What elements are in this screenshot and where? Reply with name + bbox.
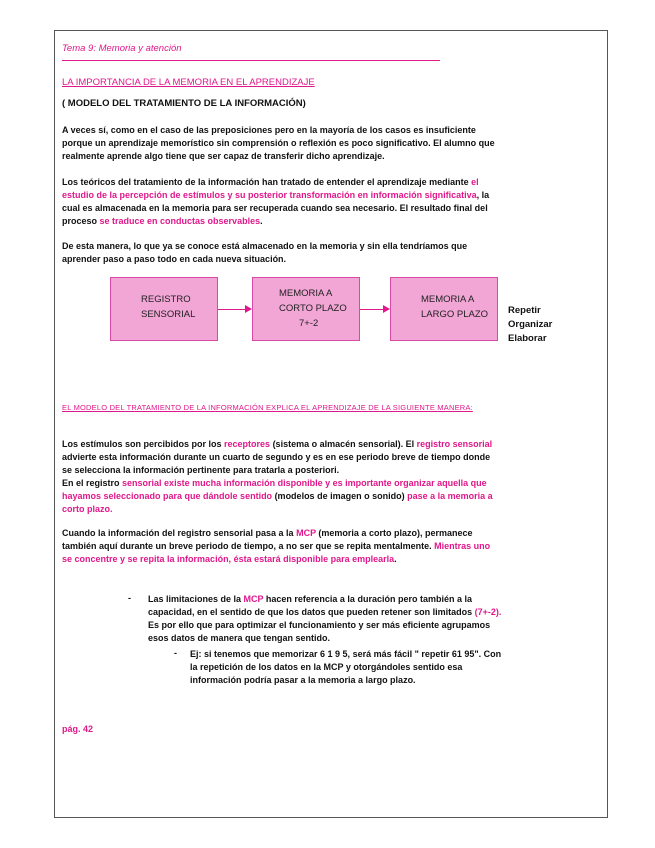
box3-line1: MEMORIA A [421,294,475,305]
p4-text-h: (modelos de imagen o sonido) [272,491,408,501]
header-divider [62,60,440,61]
b1-highlight-b: MCP [243,594,264,604]
page-number: pág. 42 [62,724,94,734]
box-registro-sensorial [110,277,218,341]
box-memoria-largo-plazo [390,277,498,341]
p4-text-a: Los estímulos son percibidos por los [62,439,225,449]
p5-highlight-b: MCP [296,528,316,538]
arrow-1-line [218,309,246,310]
side-item-organizar: Organizar [508,319,553,330]
p4-highlight-g: sensorial existe mucha información disponible y es importante organizar aquella que hayamos seleccionado para que dándole sentido [62,478,487,501]
p4-text-f: En el registro [62,478,123,488]
paragraph-3: De esta manera, lo que ya se conoce está almacenado en la memoria y sin ella tendríamos que aprender paso a paso todo en cada nueva situación. [62,241,468,264]
box2-line3: 7+-2 [299,318,319,329]
bullet-2-dash: - [174,648,177,658]
b1-text-e: Es por ello que para optimizar el funcionamiento y ser más eficiente agrupamos esos datos de manera que tengan sentido. [148,620,491,643]
paragraph-4 [62,438,502,516]
p2-text-e: . [260,216,263,226]
p4-highlight-b: receptores [224,439,271,449]
page-header: Tema 9: Memoria y atención [62,43,182,54]
p5-text-c: (memoria a corto plazo), permanece también aquí durante un breve periodo de tiempo, a no ser que se repita mentalmente. [62,528,473,551]
p2-text-a: Los teóricos del tratamiento de la información han tratado de entender el aprendizaje mediante [62,177,472,187]
arrow-1-head [245,305,252,313]
paragraph-2 [62,176,502,228]
section-subtitle: ( MODELO DEL TRATAMIENTO DE LA INFORMACIÓN) [62,98,306,109]
p5-highlight-d: Mientras uno se concentre y se repita la información, ésta estará disponible para emplearla [62,541,491,564]
paragraph-5 [62,527,502,566]
b1-text-a: Las limitaciones de la [148,594,244,604]
p2-text-c: , la cual es almacenada en la memoria para ser recuperada cuando sea necesario. El resultado final del proceso [62,190,490,226]
side-item-elaborar: Elaborar [508,333,547,344]
b1-highlight-d: (7+-2). [474,607,502,617]
p5-text-e: . [394,554,397,564]
bullet-1 [148,593,508,645]
p2-highlight-b: el estudio de la percepción de estímulos y su posterior transformación en información significativa [62,177,479,200]
p2-highlight-d: se traduce en conductas observables [99,216,261,226]
paragraph-1: A veces sí, como en el caso de las preposiciones pero en la mayoría de los casos es insuficiente porque un aprendizaje memorístico sin comprensión o reflexión es poco significativo. El alumno que realmente aprende algo tiene que ser capaz de transferir dicho aprendizaje. [62,125,495,161]
box-memoria-corto-plazo [252,277,360,341]
p4-text-c: (sistema o almacén sensorial). El [270,439,417,449]
box2-line1: MEMORIA A [279,288,333,299]
model-heading: EL MODELO DEL TRATAMIENTO DE LA INFORMACIÓN EXPLICA EL APRENDIZAJE DE LA SIGUIENTE MANERA: [62,403,473,412]
arrow-2-line [360,309,384,310]
p4-text-e: advierte esta información durante un cuarto de segundo y es en ese periodo breve de tiempo donde se selecciona la información pertinente para tratarla a posteriori. [62,452,491,475]
box2-line2: CORTO PLAZO [279,303,347,314]
section-title: LA IMPORTANCIA DE LA MEMORIA EN EL APRENDIZAJE [62,77,315,88]
b1-text-c: hacen referencia a la duración pero también a la capacidad, en el sentido de que los datos que pueden retener son limitados [148,594,475,617]
box3-line2: LARGO PLAZO [421,309,489,320]
p5-text-a: Cuando la información del registro sensorial pasa a la [62,528,297,538]
bullet-2: Ej: si tenemos que memorizar 6 1 9 5, será más fácil " repetir 61 95". Con la repetición de los datos en la MCP y otorgándoles sentido esa información podría pasar a la memoria a largo plazo. [190,649,502,685]
bullet-1-dash: - [128,593,131,603]
p4-highlight-d: registro sensorial [416,439,493,449]
arrow-2-head [383,305,390,313]
p4-highlight-i: pase a la memoria a corto plazo. [62,491,493,514]
side-actions [508,304,552,346]
side-item-repetir: Repetir [508,305,541,316]
box1-line2: SENSORIAL [141,309,196,320]
box1-line1: REGISTRO [141,294,191,305]
